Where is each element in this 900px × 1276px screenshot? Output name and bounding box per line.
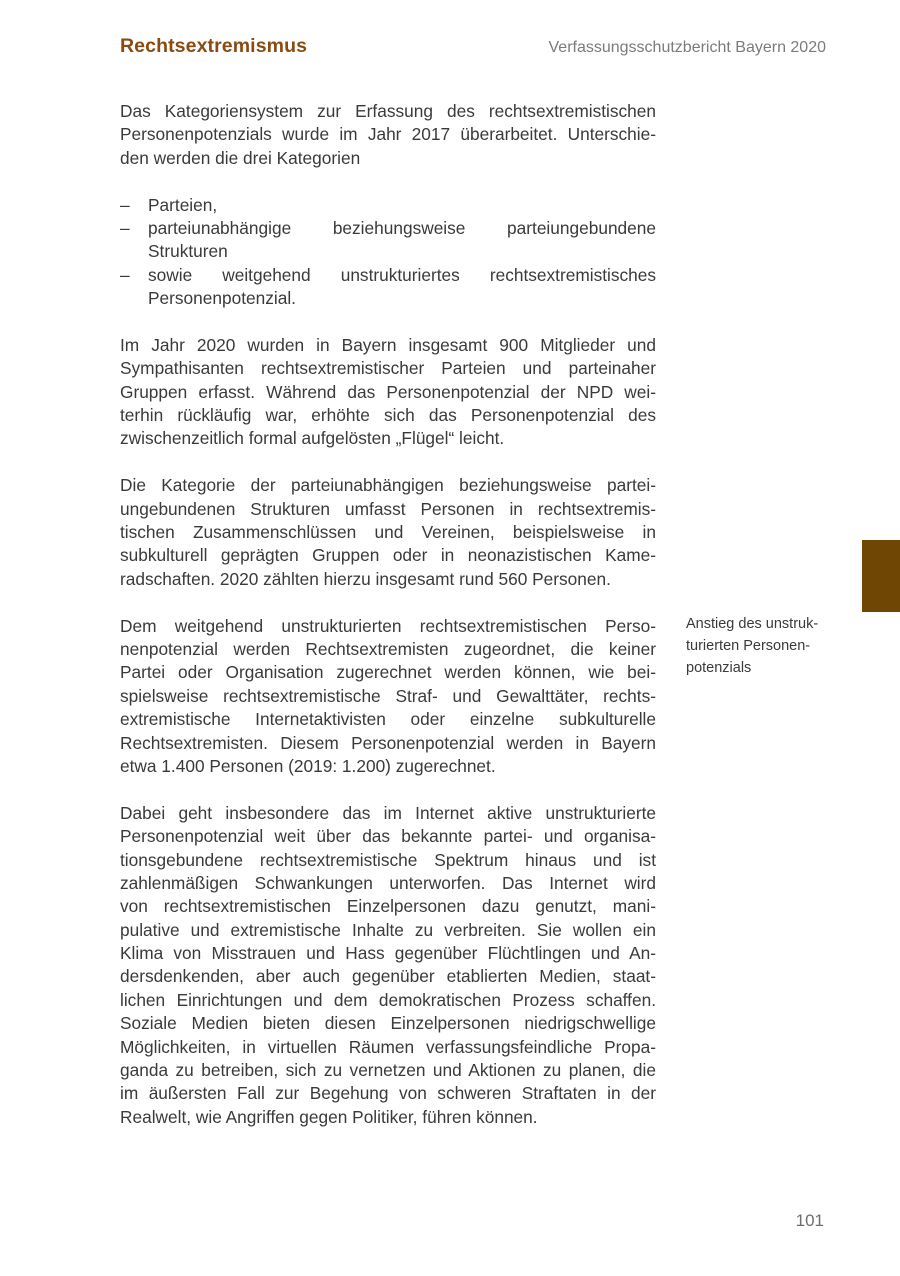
text-line: Im Jahr 2020 wurden in Bayern insgesamt 900 Mitglieder und — [120, 334, 656, 355]
text-line: ganda zu betreiben, sich zu vernetzen und Aktionen zu planen, die — [120, 1060, 656, 1081]
section-marker — [862, 540, 900, 612]
text-line: pulative und extremistische Inhalte zu verbreiten. Sie wollen ein — [120, 919, 656, 940]
text-line: tionsgebundene rechtsextremistische Spektrum hinaus und ist — [120, 849, 656, 870]
paragraph-4 — [120, 615, 656, 779]
text-line: ungebundenen Strukturen umfasst Personen in rechtsextremis- — [120, 498, 656, 519]
text-line: Gruppen erfasst. Während das Personenpotenzial der NPD wei- — [120, 381, 656, 402]
text-line: zwischenzeitlich formal aufgelösten „Flügel“ leicht. — [120, 428, 505, 449]
list-bullet: – — [120, 264, 130, 285]
list-bullet: – — [120, 217, 130, 238]
margin-note-line: turierten Personen- — [686, 638, 811, 654]
text-line: Rechtsextremisten. Diesem Personenpotenzial werden in Bayern — [120, 732, 656, 753]
list-item — [120, 194, 656, 217]
text-line: lichen Einrichtungen und dem demokratischen Prozess schaffen. — [120, 989, 656, 1010]
text-line: Möglichkeiten, in virtuellen Räumen verfassungsfeindliche Propa- — [120, 1036, 656, 1057]
margin-note-line: potenzials — [686, 660, 752, 676]
text-line: sowie weitgehend unstrukturiertes rechtsextremistisches — [148, 264, 656, 285]
text-line: Personenpotenzial weit über das bekannte partei- und organisa- — [120, 826, 656, 847]
paragraph-3 — [120, 474, 656, 591]
text-line: parteiunabhängige beziehungsweise parteiungebundene — [148, 217, 656, 238]
text-line: von rechtsextremistischen Einzelpersonen dazu genutzt, mani- — [120, 896, 656, 917]
text-line: Strukturen — [148, 241, 228, 262]
text-line: Realwelt, wie Angriffen gegen Politiker, führen können. — [120, 1106, 538, 1127]
section-title: Rechtsextremismus — [120, 35, 308, 57]
text-line: Dem weitgehend unstrukturierten rechtsextremistischen Perso- — [120, 615, 656, 636]
text-line: spielsweise rechtsextremistische Straf- und Gewalttäter, rechts- — [120, 685, 656, 706]
text-line: Sympathisanten rechtsextremistischer Parteien und parteinaher — [120, 358, 656, 379]
text-line: subkulturell geprägten Gruppen oder in neonazistischen Kame- — [120, 545, 656, 566]
body-text-column — [120, 100, 656, 1153]
text-line: im äußersten Fall zur Begehung von schweren Straftaten in der — [120, 1083, 656, 1104]
category-list — [120, 194, 656, 311]
margin-note-line: Anstieg des unstruk- — [686, 616, 819, 632]
text-line: nenpotenzial werden Rechtsextremisten zugeordnet, die keiner — [120, 638, 656, 659]
text-line: Personenpotenzial. — [148, 288, 296, 309]
text-line: etwa 1.400 Personen (2019: 1.200) zugerechnet. — [120, 755, 496, 776]
text-line: Klima von Misstrauen und Hass gegenüber Flüchtlingen und An- — [120, 943, 656, 964]
text-line: zahlenmäßigen Schwankungen unterworfen. Das Internet wird — [120, 872, 656, 893]
paragraph-5 — [120, 802, 656, 1129]
text-line: Dabei geht insbesondere das im Internet aktive unstrukturierte — [120, 802, 656, 823]
paragraph-1 — [120, 100, 656, 170]
text-line: Soziale Medien bieten diesen Einzelpersonen niedrigschwellige — [120, 1013, 656, 1034]
text-line: Die Kategorie der parteiunabhängigen beziehungsweise partei- — [120, 475, 656, 496]
text-line: dersdenkenden, aber auch gegenüber etablierten Medien, staat- — [120, 966, 656, 987]
list-item — [120, 264, 656, 311]
text-line: terhin rückläufig war, erhöhte sich das Personenpotenzial des — [120, 405, 656, 426]
text-line: tischen Zusammenschlüssen und Vereinen, beispielsweise in — [120, 522, 656, 543]
text-line: radschaften. 2020 zählten hierzu insgesamt rund 560 Personen. — [120, 568, 611, 589]
text-line: Parteien, — [148, 194, 218, 215]
list-item — [120, 217, 656, 264]
text-line: extremistische Internetaktivisten oder einzelne subkulturelle — [120, 709, 656, 730]
text-line: Personenpotenzials wurde im Jahr 2017 überarbeitet. Unterschie- — [120, 124, 656, 145]
text-line: den werden die drei Kategorien — [120, 147, 361, 168]
page-number: 101 — [795, 1211, 824, 1230]
paragraph-2 — [120, 334, 656, 451]
margin-note — [686, 613, 851, 679]
report-title: Verfassungsschutzbericht Bayern 2020 — [548, 39, 826, 56]
list-bullet: – — [120, 194, 130, 215]
text-line: Partei oder Organisation zugerechnet werden können, wie bei- — [120, 662, 656, 683]
text-line: Das Kategoriensystem zur Erfassung des rechtsextremistischen — [120, 101, 656, 121]
